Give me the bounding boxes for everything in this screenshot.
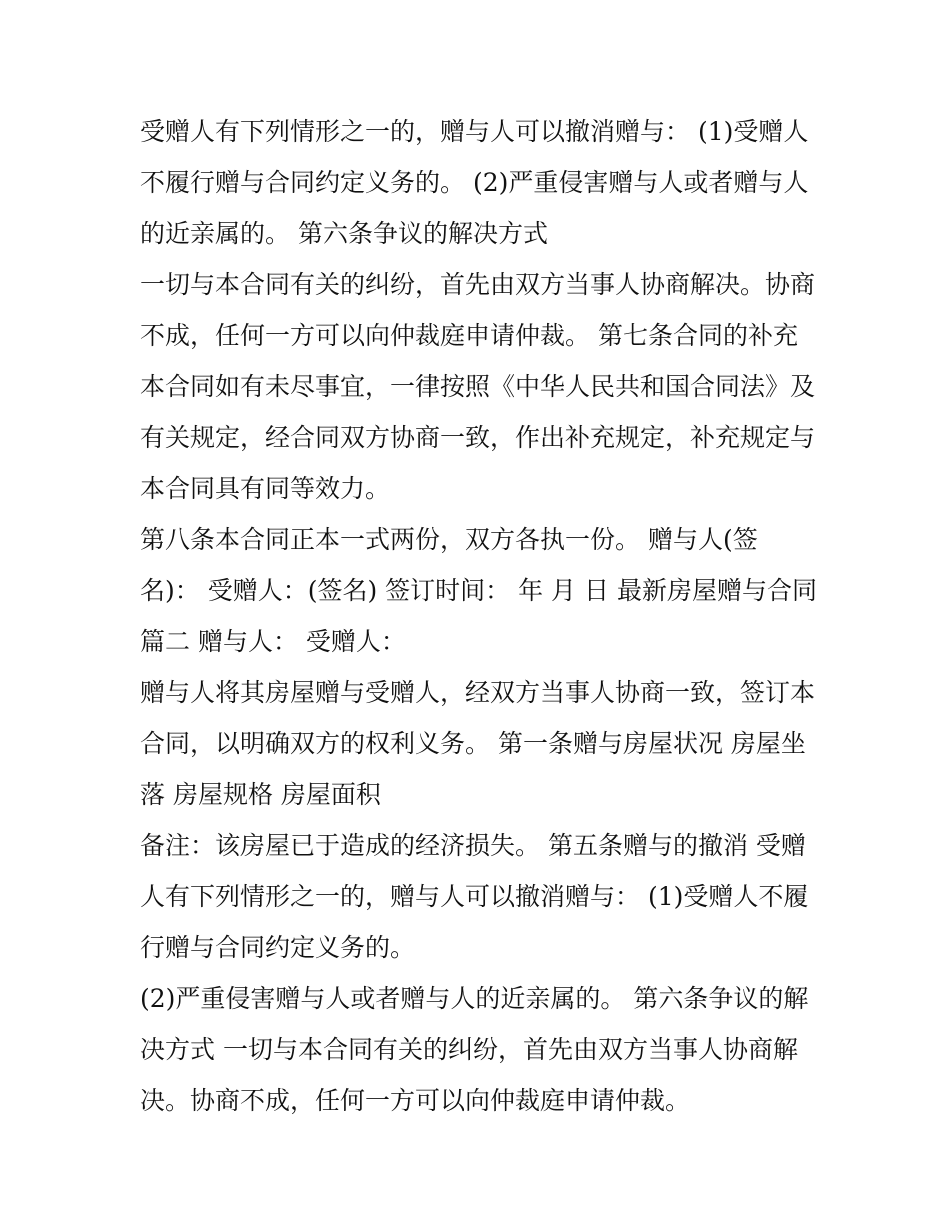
text-line: 受赠人有下列情形之一的，赠与人可以撤消赠与： (1)受赠人 — [140, 117, 809, 146]
text-line: 落 房屋规格 房屋面积 — [140, 780, 381, 809]
text-line: 合同，以明确双方的权利义务。 第一条赠与房屋状况 房屋坐 — [140, 729, 806, 758]
text-line: 篇二 赠与人： 受赠人： — [140, 627, 406, 656]
paragraph-copies-signature — [140, 514, 840, 667]
text-line: 决。协商不成，任何一方可以向仲裁庭申请仲裁。 — [140, 1086, 691, 1115]
text-line: 有关规定，经合同双方协商一致，作出补充规定，补充规定与 — [140, 423, 816, 452]
text-line: 一切与本合同有关的纠纷，首先由双方当事人协商解决。协商 — [140, 270, 816, 299]
text-line: 决方式 一切与本合同有关的纠纷，首先由双方当事人协商解 — [140, 1035, 798, 1064]
text-line: 名)： 受赠人：(签名) 签订时间： 年 月 日 最新房屋赠与合同 — [140, 576, 817, 605]
text-line: 第八条本合同正本一式两份，双方各执一份。 赠与人(签 — [140, 525, 758, 554]
text-line: 行赠与合同约定义务的。 — [140, 933, 416, 962]
paragraph-remarks — [140, 820, 840, 973]
text-line: 不成，任何一方可以向仲裁庭申请仲裁。 第七条合同的补充 — [140, 321, 798, 350]
paragraph-dispute-resolution — [140, 259, 840, 514]
text-line: (2)严重侵害赠与人或者赠与人的近亲属的。 第六条争议的解 — [140, 984, 809, 1013]
text-line: 人有下列情形之一的，赠与人可以撤消赠与： (1)受赠人不履 — [140, 882, 809, 911]
paragraph-gift-intro — [140, 667, 840, 820]
text-line: 的近亲属的。 第六条争议的解决方式 — [140, 219, 548, 248]
text-line: 不履行赠与合同约定义务的。 (2)严重侵害赠与人或者赠与人 — [140, 168, 809, 197]
text-line: 赠与人将其房屋赠与受赠人，经双方当事人协商一致，签订本 — [140, 678, 816, 707]
text-line: 备注：该房屋已于造成的经济损失。 第五条赠与的撤消 受赠 — [140, 831, 806, 860]
text-line: 本合同具有同等效力。 — [140, 474, 391, 503]
paragraph-infringement-dispute — [140, 973, 840, 1126]
document-page — [140, 106, 840, 1126]
text-line: 本合同如有未尽事宜，一律按照《中华人民共和国合同法》及 — [140, 372, 816, 401]
paragraph-revocation — [140, 106, 840, 259]
